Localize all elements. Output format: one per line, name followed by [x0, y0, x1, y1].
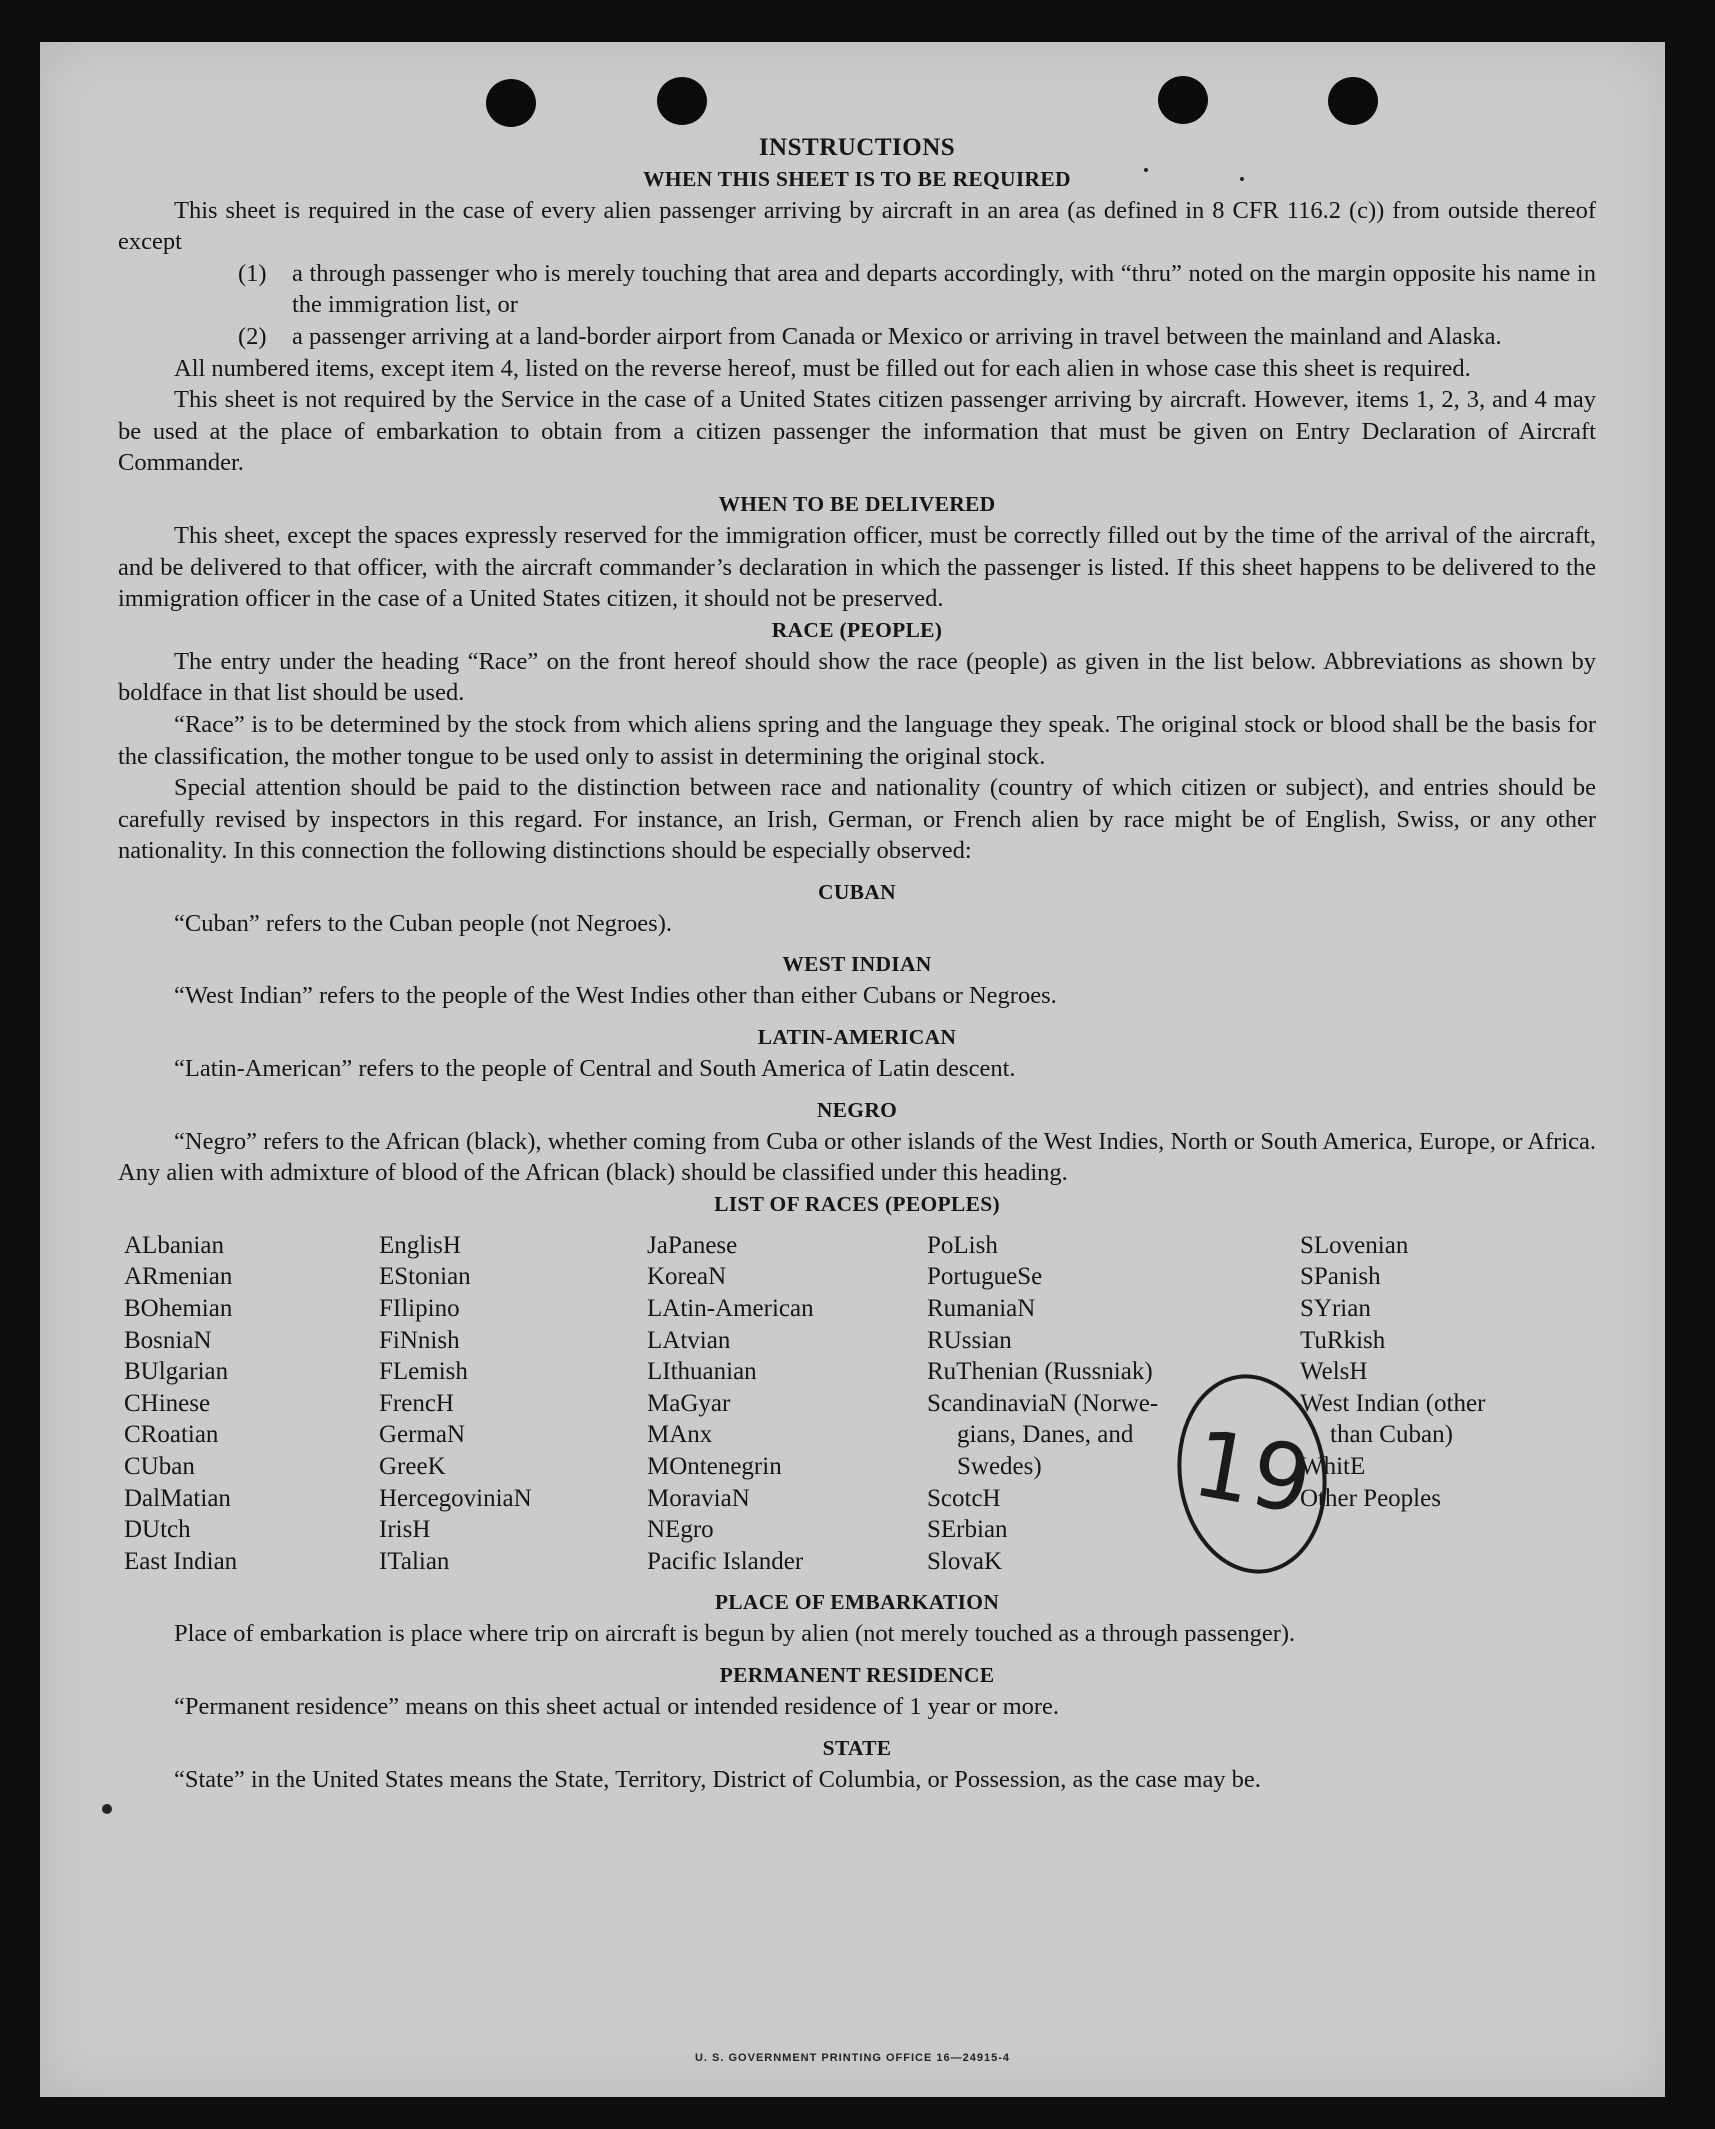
race-entry: IrisH — [379, 1516, 431, 1544]
race-entry: FLemish — [379, 1358, 468, 1386]
race-entry: Pacific Islander — [647, 1547, 804, 1575]
race-entry: HercegoviniaN — [379, 1484, 532, 1512]
printing-office-footer: U. S. GOVERNMENT PRINTING OFFICE 16—24915-4 — [694, 2052, 1010, 2064]
race-entry: ALbanian — [124, 1231, 224, 1259]
race-entry: BosniaN — [124, 1326, 212, 1354]
paragraph-cuban: “Cuban” refers to the Cuban people (not Negroes). — [174, 909, 672, 937]
paragraph-numbered-items: All numbered items, except item 4, listed on the reverse hereof, must be filled out for each alien in whose case this sheet is required. — [174, 354, 1471, 382]
race-entry: RumaniaN — [927, 1295, 1036, 1323]
race-column-5 — [1300, 1230, 1590, 1578]
heading-negro: NEGRO — [816, 1097, 898, 1122]
punch-hole — [657, 77, 707, 125]
paragraph-permanent-residence: “Permanent residence” means on this sheet actual or intended residence of 1 year or more. — [174, 1692, 1060, 1720]
race-entry: SLovenian — [1300, 1231, 1409, 1259]
race-entry: NEgro — [647, 1516, 714, 1544]
paragraph-citizen: This sheet is not required by the Service in the case of a United States citizen passenger arriving by aircraft. However, items 1, 2, 3, and 4 may be used at the place of embarkation to obtain from a citizen passenger the information that must be given on Entry Declaration of Aircraft Commander. — [118, 386, 1596, 477]
punch-hole — [486, 79, 536, 127]
race-column-3 — [647, 1230, 927, 1578]
race-entry: SlovaK — [927, 1547, 1002, 1575]
heading-latin-american: LATIN-AMERICAN — [757, 1025, 957, 1050]
race-entry: LIthuanian — [647, 1358, 757, 1386]
race-entry: SErbian — [927, 1516, 1008, 1544]
race-entry: KoreaN — [647, 1263, 727, 1291]
race-entry: MOntenegrin — [647, 1453, 782, 1480]
paragraph-west-indian: “West Indian” refers to the people of the West Indies other than either Cubans or Negroes. — [174, 982, 1057, 1010]
race-entry: FiNnish — [379, 1326, 460, 1354]
page-title: INSTRUCTIONS — [758, 134, 956, 161]
race-entry-continued: gians, Danes, and — [957, 1421, 1134, 1449]
heading-permanent-residence: PERMANENT RESIDENCE — [719, 1662, 995, 1687]
race-entry: WhitE — [1300, 1453, 1366, 1480]
race-entry: GreeK — [379, 1453, 446, 1480]
heading-when-required: WHEN THIS SHEET IS TO BE REQUIRED — [643, 166, 1071, 191]
document-sheet — [40, 42, 1665, 2097]
race-entry: LAtvian — [647, 1326, 731, 1354]
instructions-content — [118, 132, 1596, 1795]
race-entry: TuRkish — [1300, 1326, 1386, 1354]
race-entry: RUssian — [927, 1326, 1012, 1354]
paragraph-state: “State” in the United States means the State, Territory, District of Columbia, or Possession, as the case may be. — [174, 1765, 1261, 1793]
race-entry: Other Peoples — [1300, 1484, 1441, 1512]
ink-speck — [102, 1804, 112, 1814]
race-entry: BUlgarian — [124, 1358, 229, 1386]
race-entry: MAnx — [647, 1421, 713, 1449]
exception-text: a passenger arriving at a land-border airport from Canada or Mexico or arriving in travel between the mainland and Alaska. — [292, 322, 1502, 350]
race-entry-continued: Swedes) — [957, 1453, 1042, 1480]
race-entry: BOhemian — [124, 1295, 233, 1323]
race-entry: DalMatian — [124, 1484, 231, 1512]
race-entry: JaPanese — [647, 1231, 738, 1259]
heading-west-indian: WEST INDIAN — [782, 952, 932, 977]
race-entry: SYrian — [1300, 1295, 1371, 1323]
race-entry: PortugueSe — [927, 1263, 1043, 1291]
exception-number: (1) — [238, 259, 267, 287]
race-entry: PoLish — [927, 1231, 998, 1259]
race-entry: CHinese — [124, 1389, 211, 1417]
heading-race: RACE (PEOPLE) — [771, 617, 943, 642]
heading-cuban: CUBAN — [818, 879, 896, 904]
race-entry: ITalian — [379, 1547, 450, 1575]
race-entry: GermaN — [379, 1421, 466, 1449]
heading-state: STATE — [822, 1735, 892, 1760]
race-entry: MoraviaN — [647, 1484, 750, 1512]
exception-text: a through passenger who is merely touching that area and departs accordingly, with “thru” noted on the margin opposite his name in the immigration list, or — [292, 259, 1596, 319]
exception-number: (2) — [238, 322, 267, 350]
punch-hole — [1328, 77, 1378, 125]
exception-item-2 — [118, 321, 1596, 353]
heading-embarkation: PLACE OF EMBARKATION — [714, 1590, 1000, 1615]
paragraph-race-2: “Race” is to be determined by the stock from which aliens spring and the language they speak. The original stock or blood shall be the basis for the classification, the mother tongue to be used only to assist in determining the original stock. — [118, 710, 1596, 770]
paragraph-delivered: This sheet, except the spaces expressly reserved for the immigration officer, must be correctly filled out by the time of the arrival of the aircraft, and be delivered to that officer, with the aircraft commander’s declaration in which the passenger is listed. If this sheet happens to be delivered to the immigration officer in the case of a United States citizen, it should not be preserved. — [118, 521, 1596, 613]
race-entry: ScotcH — [927, 1484, 1001, 1512]
punch-hole — [1158, 76, 1208, 124]
race-column-2 — [379, 1230, 647, 1578]
race-entry: CRoatian — [124, 1421, 219, 1449]
race-entry: EnglisH — [379, 1231, 461, 1259]
race-entry: LAtin-American — [647, 1295, 814, 1323]
paragraph-race-3: Special attention should be paid to the distinction between race and nationality (country of which citizen or subject), and entries should be carefully revised by inspectors in this regard. For instance, an Irish, German, or French alien by race might be of English, Swiss, or any other nationality. In this connection the following distinctions should be especially observed: — [118, 774, 1596, 865]
paragraph-race-1: The entry under the heading “Race” on the front hereof should show the race (people) as given in the list below. Abbreviations as shown by boldface in that list should be used. — [118, 647, 1596, 707]
race-entry: CUban — [124, 1453, 195, 1480]
race-entry: SPanish — [1300, 1263, 1381, 1291]
race-entry-continued: than Cuban) — [1330, 1421, 1453, 1449]
race-entry: FrencH — [379, 1389, 454, 1417]
handwritten-number: 19 — [1185, 1409, 1320, 1536]
race-entry: MaGyar — [647, 1389, 731, 1417]
heading-list-of-races: LIST OF RACES (PEOPLES) — [714, 1191, 1000, 1216]
race-entry: West Indian (other — [1300, 1389, 1486, 1417]
race-entry: ScandinaviaN (Norwe- — [927, 1389, 1159, 1417]
race-entry: ARmenian — [124, 1263, 233, 1291]
paragraph-latin-american: “Latin-American” refers to the people of Central and South America of Latin descent. — [174, 1055, 1016, 1083]
race-column-1 — [118, 1230, 379, 1578]
race-entry: WelsH — [1300, 1358, 1368, 1386]
paragraph-negro: “Negro” refers to the African (black), whether coming from Cuba or other islands of the West Indies, North or South America, Europe, or Africa. Any alien with admixture of blood of the African (black) should be classified under this heading. — [118, 1127, 1596, 1187]
paragraph-required-intro: This sheet is required in the case of every alien passenger arriving by aircraft in an area (as defined in 8 CFR 116.2 (c)) from outside thereof except — [118, 196, 1596, 256]
race-list — [118, 1230, 1596, 1578]
exception-item-1 — [118, 258, 1596, 321]
race-entry: East Indian — [124, 1547, 238, 1575]
race-entry: FIlipino — [379, 1295, 460, 1323]
race-entry: DUtch — [124, 1516, 191, 1544]
handwritten-circled-number — [1170, 1364, 1335, 1579]
race-entry: EStonian — [379, 1263, 471, 1291]
paragraph-embarkation: Place of embarkation is place where trip on aircraft is begun by alien (not merely touched as a through passenger). — [174, 1620, 1296, 1648]
race-entry: RuThenian (Russniak) — [927, 1358, 1153, 1386]
heading-when-delivered: WHEN TO BE DELIVERED — [718, 491, 996, 516]
